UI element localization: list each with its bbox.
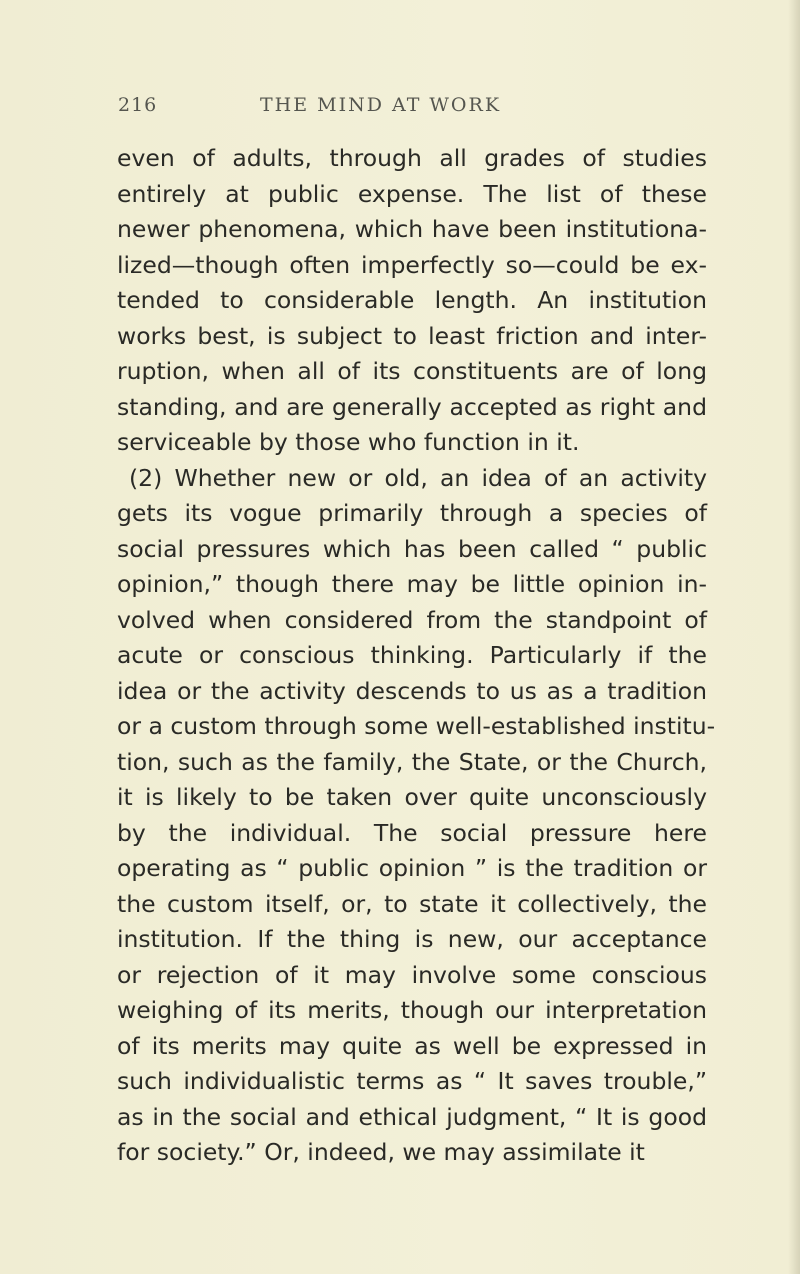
page-edge-shadow [788, 0, 800, 1274]
text-line: standing, and are generally accepted as right and [117, 392, 707, 421]
running-title: THE MIND AT WORK [260, 94, 502, 116]
text-line: ruption, when all of its constituents are of long [117, 357, 707, 385]
text-line: lized—though often imperfectly so—could be ex- [117, 250, 707, 279]
text-line: acute or conscious thinking. Particularly if the [117, 641, 707, 669]
text-line: gets its vogue primarily through a species of [117, 499, 707, 527]
text-line: tended to considerable length. An institution [117, 286, 707, 314]
text-line: the custom itself, or, to state it collectively, the [117, 889, 707, 918]
text-line: (2) Whether new or old, an idea of an activity [129, 463, 707, 492]
text-line: even of adults, through all grades of studies [117, 144, 707, 172]
text-line: opinion,” though there may be little opinion in- [117, 570, 707, 598]
text-line: operating as “ public opinion ” is the tradition or [117, 854, 707, 882]
text-line: or a custom through some well-established institu- [117, 712, 716, 740]
text-line: of its merits may quite as well be expressed in [117, 1031, 707, 1060]
text-line: as in the social and ethical judgment, “ It is good [117, 1102, 707, 1131]
text-line: it is likely to be taken over quite unconsciously [117, 783, 707, 811]
text-line: serviceable by those who function in it. [117, 428, 580, 456]
text-line: volved when considered from the standpoint of [117, 605, 707, 634]
text-line: such individualistic terms as “ It saves trouble,” [117, 1067, 707, 1095]
text-line: works best, is subject to least friction and inter- [117, 321, 707, 350]
text-line: entirely at public expense. The list of these [117, 179, 707, 208]
text-line: by the individual. The social pressure here [117, 818, 707, 847]
text-line: or rejection of it may involve some conscious [117, 960, 707, 989]
page-number: 216 [118, 94, 158, 116]
text-line: newer phenomena, which have been institutiona- [117, 215, 707, 243]
text-line: idea or the activity descends to us as a tradition [117, 676, 707, 705]
text-line: for society.” Or, indeed, we may assimilate it [117, 1138, 645, 1166]
text-line: tion, such as the family, the State, or the Church, [117, 747, 707, 776]
running-head [118, 94, 678, 122]
text-line: social pressures which has been called “ public [117, 534, 707, 563]
body-text [117, 141, 716, 1171]
text-line: institution. If the thing is new, our acceptance [117, 925, 707, 953]
text-line: weighing of its merits, though our interpretation [117, 996, 707, 1024]
